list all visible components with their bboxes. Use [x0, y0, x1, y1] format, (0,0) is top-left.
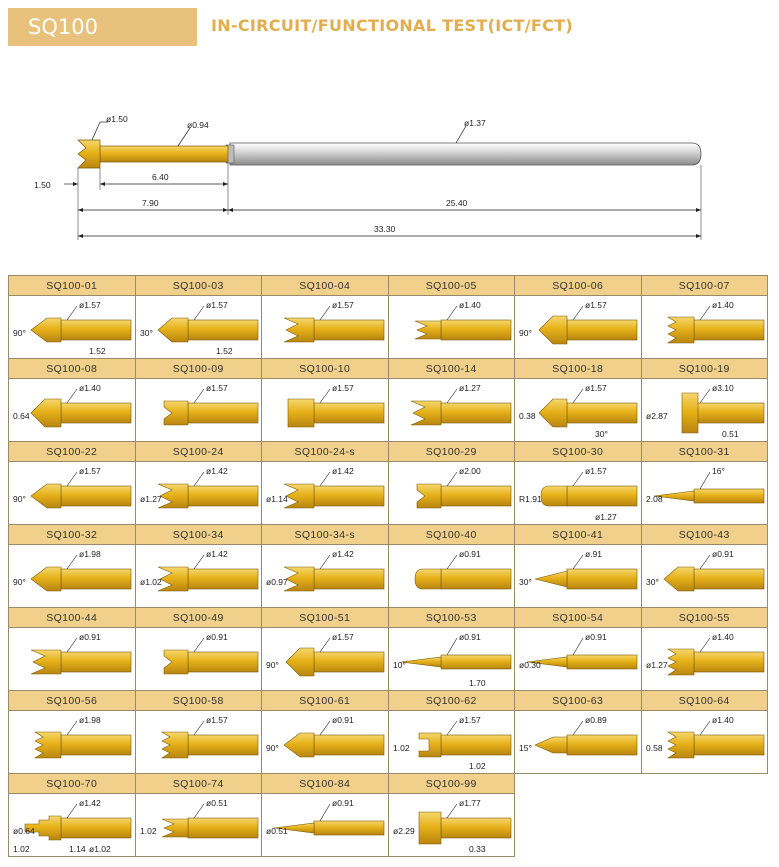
tip-drawing [262, 296, 388, 358]
tip-cell [9, 442, 136, 525]
tip-code-label: SQ100-07 [642, 276, 768, 296]
tip-shaft-shape [188, 569, 258, 589]
tip-cell [389, 525, 516, 608]
tip-code-label: SQ100-99 [389, 774, 515, 794]
tip-drawing [389, 794, 515, 856]
tip-dimension-label: ø1.40 [711, 715, 734, 725]
tip-dimension-label: ø1.40 [458, 300, 481, 310]
tip-dimension-label: ø1.27 [458, 383, 481, 393]
tip-dimension-label: ø2.29 [392, 826, 415, 836]
tip-drawing [389, 462, 515, 524]
tip-code-label: SQ100-14 [389, 359, 515, 379]
tip-dimension-label: ø1.57 [332, 632, 354, 642]
tip-dimension-label: ø0.91 [332, 715, 354, 725]
tip-code-label: SQ100-03 [136, 276, 262, 296]
tip-head-shape [158, 318, 188, 342]
tip-shaft-shape [188, 320, 258, 340]
tip-dimension-label: ø1.57 [205, 383, 228, 393]
tip-shaft-shape [188, 652, 258, 672]
tip-dimension-label: ø0.91 [585, 632, 607, 642]
tip-drawing [389, 379, 515, 441]
dim-tip-diameter: ø1.50 [106, 114, 128, 124]
tip-dimension-label: 10° [392, 660, 406, 670]
tip-shaft-shape [567, 403, 637, 423]
tip-shaft-shape [694, 569, 764, 589]
tip-cell [9, 276, 136, 359]
tip-dimension-label: ø.91 [585, 549, 603, 559]
tip-drawing [389, 711, 515, 773]
tip-drawing [642, 711, 768, 773]
tip-dimension-label: 90° [13, 577, 26, 587]
tip-cell [389, 442, 516, 525]
tip-code-label: SQ100-32 [9, 525, 135, 545]
tip-drawing [9, 379, 135, 441]
tip-head-shape [668, 317, 694, 343]
tip-drawing [642, 628, 768, 690]
tip-cell [389, 774, 516, 857]
tip-code-label: SQ100-63 [515, 691, 641, 711]
tip-shaft-shape [314, 652, 384, 672]
dim-total-length: 33.30 [374, 224, 396, 234]
tip-dimension-label: ø0.91 [458, 632, 481, 642]
tip-dimension-label: 30° [139, 328, 153, 338]
tip-shaft-shape [314, 320, 384, 340]
tip-drawing [389, 545, 515, 607]
tip-shaft-shape [567, 320, 637, 340]
tip-dimension-label: 1.52 [215, 346, 233, 356]
tip-drawing [262, 794, 388, 856]
tip-code-label: SQ100-04 [262, 276, 388, 296]
dim-plunger-length: 6.40 [152, 172, 169, 182]
tip-code-label: SQ100-41 [515, 525, 641, 545]
tip-dimension-label: ø1.27 [139, 494, 162, 504]
tip-dimension-label: ø2.87 [645, 411, 668, 421]
tip-head-shape [417, 484, 441, 508]
tip-drawing [136, 711, 262, 773]
tip-shaft-shape [314, 821, 384, 835]
tip-dimension-label: ø1.77 [458, 798, 481, 808]
tip-dimension-label: ø1.42 [205, 549, 228, 559]
tip-code-label: SQ100-40 [389, 525, 515, 545]
tip-cell [642, 276, 769, 359]
tip-code-label: SQ100-61 [262, 691, 388, 711]
tip-dimension-label: ø3.10 [711, 383, 734, 393]
dim-barrel-length: 25.40 [446, 198, 468, 208]
tip-code-label: SQ100-19 [642, 359, 768, 379]
tip-dimension-label: ø0.91 [205, 632, 228, 642]
tip-cell [9, 691, 136, 774]
tip-dimension-label: 1.02 [139, 826, 157, 836]
tip-dimension-label: ø1.57 [205, 300, 228, 310]
tip-cell [136, 359, 263, 442]
tip-code-label: SQ100-70 [9, 774, 135, 794]
tip-dimension-label: ø1.42 [332, 466, 354, 476]
tip-dimension-label: ø1.57 [458, 715, 481, 725]
tip-cell [262, 276, 389, 359]
tip-dimension-label: R1.91 [519, 494, 542, 504]
tip-cell [9, 608, 136, 691]
tip-head-shape [162, 732, 188, 758]
tip-head-shape [286, 648, 314, 676]
tip-dimension-label: 90° [266, 660, 279, 670]
crown-tip-shape [78, 140, 100, 168]
tip-shaft-shape [694, 403, 764, 423]
tip-cell [515, 691, 642, 774]
tip-catalog-grid [8, 275, 768, 857]
tip-cell [262, 442, 389, 525]
tip-dimension-label: ø1.98 [79, 715, 101, 725]
tip-shaft-shape [314, 735, 384, 755]
tip-drawing [136, 794, 262, 856]
tip-dimension-label: ø0.91 [79, 632, 101, 642]
tip-dimension-label: 90° [519, 328, 532, 338]
tip-drawing [136, 462, 262, 524]
tip-shaft-shape [694, 489, 764, 503]
tip-drawing [9, 545, 135, 607]
tip-code-label: SQ100-49 [136, 608, 262, 628]
tip-drawing [262, 628, 388, 690]
tip-shaft-shape [314, 486, 384, 506]
tip-code-label: SQ100-62 [389, 691, 515, 711]
tip-drawing [262, 545, 388, 607]
tip-dimension-label: 1.70 [468, 678, 486, 688]
tip-head-shape [419, 812, 441, 844]
tip-head-shape [664, 567, 694, 591]
tip-dimension-label: ø0.91 [332, 798, 354, 808]
tip-dimension-label: ø0.51 [205, 798, 228, 808]
tip-cell [642, 442, 769, 525]
tip-cell [136, 525, 263, 608]
tip-head-shape [31, 399, 61, 427]
tip-dimension-label: ø0.51 [266, 826, 288, 836]
tip-cell [515, 276, 642, 359]
tip-cell [389, 608, 516, 691]
dim-plunger-diameter: ø0.94 [187, 120, 209, 130]
tip-head-shape [401, 657, 441, 667]
tip-drawing [515, 462, 641, 524]
tip-drawing [515, 711, 641, 773]
tip-dimension-label: ø0.91 [458, 549, 481, 559]
tip-shaft-shape [441, 403, 511, 423]
tip-drawing [515, 628, 641, 690]
tip-shaft-shape [694, 652, 764, 672]
tip-cell [389, 359, 516, 442]
tip-dimension-label: 90° [266, 743, 279, 753]
tip-drawing [515, 379, 641, 441]
tip-head-shape [415, 569, 441, 589]
tip-shaft-shape [694, 320, 764, 340]
tip-head-shape [415, 321, 441, 339]
tip-head-shape [158, 567, 188, 591]
tip-dimension-label: ø1.40 [711, 632, 734, 642]
tip-cell [262, 608, 389, 691]
tip-cell [136, 276, 263, 359]
tip-dimension-label: ø1.42 [332, 549, 354, 559]
tip-shaft-shape [188, 735, 258, 755]
tip-drawing [515, 545, 641, 607]
tip-dimension-label: ø1.27 [645, 660, 668, 670]
tip-dimension-label: 0.38 [519, 411, 536, 421]
tip-dimension-label: ø1.02 [139, 577, 162, 587]
tip-code-label: SQ100-56 [9, 691, 135, 711]
tip-drawing [9, 296, 135, 358]
tip-dimension-label: 0.33 [468, 844, 486, 854]
tip-head-shape [164, 650, 188, 674]
dim-head-length: 7.90 [142, 198, 159, 208]
tip-shaft-shape [61, 486, 131, 506]
tip-dimension-label: 90° [13, 494, 26, 504]
tip-head-shape [31, 318, 61, 342]
tip-dimension-label: 0.64 [13, 411, 30, 421]
tip-dimension-label: ø0.64 [13, 826, 35, 836]
tip-dimension-label: 1.02 [13, 844, 30, 854]
tip-cell [262, 525, 389, 608]
tip-dimension-label: ø1.57 [585, 300, 607, 310]
tip-code-label: SQ100-74 [136, 774, 262, 794]
tip-cell [515, 359, 642, 442]
tip-shaft-shape [188, 486, 258, 506]
tip-cell [389, 276, 516, 359]
tip-head-shape [288, 399, 314, 427]
tip-head-shape [162, 819, 188, 837]
tip-drawing [9, 794, 135, 856]
tip-shaft-shape [441, 486, 511, 506]
tip-head-shape [535, 737, 567, 753]
tip-head-shape [539, 399, 567, 427]
tip-dimension-label: 90° [13, 328, 26, 338]
tip-head-shape [668, 649, 694, 675]
tip-cell [642, 691, 769, 774]
tip-dimension-label: ø0.97 [266, 577, 288, 587]
tip-head-shape [539, 316, 567, 344]
tip-dimension-label: ø2.00 [458, 466, 481, 476]
tip-drawing [136, 296, 262, 358]
tip-dimension-label: ø1.57 [79, 300, 101, 310]
tip-code-label: SQ100-43 [642, 525, 768, 545]
tip-cell [262, 774, 389, 857]
tip-shaft-shape [567, 569, 637, 589]
main-probe-drawing [0, 100, 779, 250]
tip-head-shape [35, 732, 61, 758]
tip-shaft-shape [188, 818, 258, 838]
tip-dimension-label: ø1.57 [332, 300, 354, 310]
tip-head-shape [31, 567, 61, 591]
tip-code-label: SQ100-18 [515, 359, 641, 379]
tip-cell [9, 525, 136, 608]
tip-drawing [642, 545, 768, 607]
tip-drawing [136, 545, 262, 607]
tip-code-label: SQ100-34-s [262, 525, 388, 545]
tip-dimension-label: ø0.91 [711, 549, 734, 559]
tip-dimension-label: ø1.57 [585, 466, 607, 476]
tip-head-shape [411, 401, 441, 425]
tip-shaft-shape [314, 403, 384, 423]
tip-cell [515, 442, 642, 525]
tip-shaft-shape [441, 735, 511, 755]
tip-cell [9, 774, 136, 857]
tip-drawing [9, 628, 135, 690]
tip-drawing [642, 462, 768, 524]
tip-head-shape [541, 486, 567, 506]
tip-dimension-label: ø1.02 [89, 844, 111, 854]
tip-code-label: SQ100-10 [262, 359, 388, 379]
tip-dimension-label: ø0.30 [519, 660, 541, 670]
dim-barrel-diameter: ø1.37 [464, 118, 486, 128]
tip-shaft-shape [567, 655, 637, 669]
tip-code-label: SQ100-55 [642, 608, 768, 628]
tip-code-label: SQ100-84 [262, 774, 388, 794]
tip-head-shape [419, 733, 441, 757]
tip-shaft-shape [441, 818, 511, 838]
tip-drawing [515, 296, 641, 358]
tip-head-shape [164, 401, 188, 425]
tip-dimension-label: 0.51 [721, 429, 739, 439]
tip-code-label: SQ100-06 [515, 276, 641, 296]
tip-dimension-label: ø1.98 [79, 549, 101, 559]
model-badge [8, 8, 197, 46]
tip-shaft-shape [441, 569, 511, 589]
tip-head-shape [682, 393, 698, 433]
tip-code-label: SQ100-54 [515, 608, 641, 628]
tip-dimension-label: 1.02 [468, 761, 486, 771]
tip-cell [136, 608, 263, 691]
tip-dimension-label: 0.58 [645, 743, 663, 753]
tip-dimension-label: 1.02 [392, 743, 410, 753]
tip-dimension-label: 2.08 [645, 494, 663, 504]
tip-dimension-label: 30° [645, 577, 659, 587]
tip-shaft-shape [567, 735, 637, 755]
tip-head-shape [284, 484, 314, 508]
tip-cell [515, 525, 642, 608]
tip-cell [262, 691, 389, 774]
tip-cell [642, 525, 769, 608]
tip-dimension-label: 30° [595, 429, 608, 439]
tip-head-shape [31, 650, 61, 674]
tip-code-label: SQ100-34 [136, 525, 262, 545]
tip-cell [136, 442, 263, 525]
tip-dimension-label: 30° [519, 577, 532, 587]
tip-shaft-shape [694, 735, 764, 755]
tip-code-label: SQ100-29 [389, 442, 515, 462]
tip-shaft-shape [441, 320, 511, 340]
tip-code-label: SQ100-08 [9, 359, 135, 379]
tip-code-label: SQ100-58 [136, 691, 262, 711]
tip-dimension-label: ø1.40 [711, 300, 734, 310]
tip-cell [515, 608, 642, 691]
tip-dimension-label: ø1.57 [79, 466, 101, 476]
tip-dimension-label: 15° [519, 743, 532, 753]
tip-code-label: SQ100-51 [262, 608, 388, 628]
tip-head-shape [284, 567, 314, 591]
tip-head-shape [158, 484, 188, 508]
tip-dimension-label: ø1.14 [266, 494, 288, 504]
tip-code-label: SQ100-09 [136, 359, 262, 379]
tip-code-label: SQ100-64 [642, 691, 768, 711]
tip-head-shape [668, 732, 694, 758]
tip-dimension-label: 1.52 [89, 346, 106, 356]
tip-cell [389, 691, 516, 774]
tip-cell [136, 691, 263, 774]
tip-shaft-shape [61, 403, 131, 423]
tip-drawing [389, 296, 515, 358]
tip-dimension-label: ø1.57 [332, 383, 354, 393]
tip-shaft-shape [61, 818, 131, 838]
tip-code-label: SQ100-24 [136, 442, 262, 462]
tip-dimension-label: ø0.89 [585, 715, 607, 725]
tip-code-label: SQ100-22 [9, 442, 135, 462]
tip-code-label: SQ100-30 [515, 442, 641, 462]
tip-cell [642, 608, 769, 691]
tip-cell [262, 359, 389, 442]
tip-shaft-shape [61, 320, 131, 340]
dim-tip-length: 1.50 [34, 180, 51, 190]
tip-dimension-label: ø1.42 [79, 798, 101, 808]
tip-dimension-label: 16° [711, 466, 725, 476]
tip-head-shape [31, 484, 61, 508]
tip-drawing [262, 711, 388, 773]
tip-drawing [642, 379, 768, 441]
page-title: IN-CIRCUIT/FUNCTIONAL TEST(ICT/FCT) [211, 16, 573, 35]
tip-head-shape [284, 733, 314, 757]
tip-cell [642, 359, 769, 442]
tip-dimension-label: ø1.40 [79, 383, 101, 393]
tip-code-label: SQ100-24-s [262, 442, 388, 462]
tip-dimension-label: 1.14 [69, 844, 86, 854]
tip-shaft-shape [441, 655, 511, 669]
tip-drawing [389, 628, 515, 690]
tip-code-label: SQ100-01 [9, 276, 135, 296]
plunger-shape [100, 146, 228, 162]
tip-drawing [136, 628, 262, 690]
tip-cell [9, 359, 136, 442]
tip-drawing [262, 379, 388, 441]
tip-code-label: SQ100-31 [642, 442, 768, 462]
tip-drawing [9, 711, 135, 773]
tip-drawing [642, 296, 768, 358]
tip-dimension-label: ø1.57 [205, 715, 228, 725]
tip-head-shape [535, 571, 567, 587]
tip-shaft-shape [61, 735, 131, 755]
tip-drawing [9, 462, 135, 524]
tip-drawing [136, 379, 262, 441]
tip-dimension-label: ø1.42 [205, 466, 228, 476]
tip-shaft-shape [567, 486, 637, 506]
barrel-shape [230, 143, 701, 165]
tip-shaft-shape [61, 569, 131, 589]
tip-dimension-label: ø1.27 [595, 512, 617, 522]
tip-dimension-label: ø1.57 [585, 383, 607, 393]
tip-shaft-shape [188, 403, 258, 423]
tip-code-label: SQ100-44 [9, 608, 135, 628]
tip-cell [136, 774, 263, 857]
tip-head-shape [284, 318, 314, 342]
model-label: SQ100 [28, 15, 98, 39]
tip-shaft-shape [314, 569, 384, 589]
tip-drawing [262, 462, 388, 524]
tip-code-label: SQ100-05 [389, 276, 515, 296]
tip-shaft-shape [61, 652, 131, 672]
tip-code-label: SQ100-53 [389, 608, 515, 628]
